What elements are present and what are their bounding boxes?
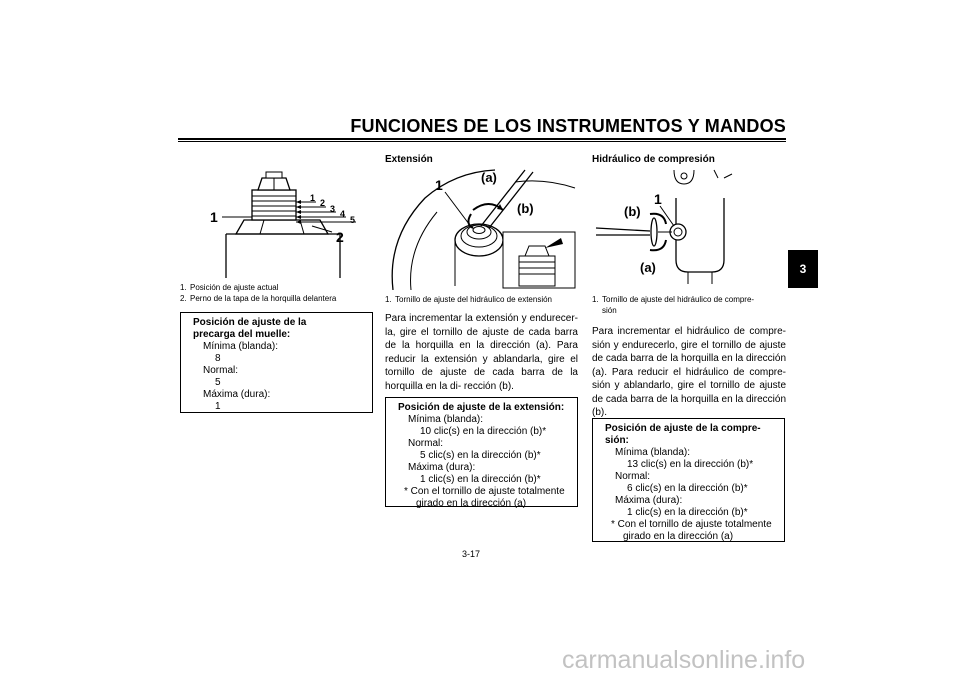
header-rule-thin (178, 141, 786, 142)
spring-preload-figure (180, 168, 370, 280)
scale-label-3: 3 (330, 204, 336, 214)
scale-label-1: 1 (310, 193, 316, 203)
section-heading-extension: Extensión (385, 154, 433, 165)
middle-figure-caption: 1. Tornillo de ajuste del hidráulico de extensión (385, 295, 552, 304)
figure-label-1: 1 (435, 177, 443, 193)
header-rule (178, 138, 786, 140)
left-figure-caption: 1. Posición de ajuste actual 2. Perno de la tapa de la horquilla delantera (180, 283, 337, 303)
figure-label-1: 1 (210, 209, 218, 225)
watermark: carmanualsonline.info (562, 646, 806, 674)
figure-label-a: (a) (481, 170, 497, 185)
extension-settings-box: Posición de ajuste de la extensión: Mínima (blanda): 10 clic(s) en la dirección (b)* Normal: 5 clic(s) en la dirección (b)* Máxima (dura): 1 clic(s) en la dirección (b)* * Con el tornillo de ajuste totalmente girado en la dirección (a) (385, 397, 578, 507)
box-title: Posición de ajuste de la extensión: (398, 402, 565, 413)
section-heading-compression: Hidráulico de compresión (592, 154, 715, 165)
compression-paragraph: Para incrementar el hidráulico de compre- sión y endurecerlo, gire el tornillo de ajuste de cada barra de la horquilla en la dirección (a). Para reducir el hidráulico de compre- sión y ablandarlo, gire el tornillo de ajuste de cada barra de la horquilla en la dirección (b). (592, 326, 787, 418)
page-number: 3-17 (462, 549, 481, 559)
scale-label-5: 5 (350, 215, 356, 225)
figure-label-b: (b) (517, 201, 534, 216)
right-figure-caption: 1. Tornillo de ajuste del hidráulico de compre- sión (592, 295, 755, 315)
rebound-damping-figure (385, 168, 578, 290)
box-title-line1: Posición de ajuste de la compre- (605, 423, 761, 434)
compression-damping-figure (592, 168, 786, 290)
figure-label-1: 1 (654, 191, 662, 207)
figure-label-2: 2 (336, 229, 344, 245)
figure-label-a: (a) (640, 260, 656, 275)
compression-settings-box: Posición de ajuste de la compre- sión: Mínima (blanda): 13 clic(s) en la dirección (b)* Normal: 6 clic(s) en la dirección (b)* Máxima (dura): 1 clic(s) en la dirección (b)* * Con el tornillo de ajuste totalmente girado en la dirección (a) (592, 418, 785, 542)
spring-preload-settings-box: Posición de ajuste de la precarga del muelle: Mínima (blanda): 8 Normal: 5 Máxima (dura): 1 (180, 312, 373, 413)
box-title: Posición de ajuste de la precarga del muelle: (193, 317, 307, 340)
box-title-line2: sión: (605, 435, 629, 446)
scale-label-4: 4 (340, 209, 346, 219)
scale-label-2: 2 (320, 198, 326, 208)
figure-label-b: (b) (624, 204, 641, 219)
chapter-tab: 3 (788, 250, 818, 288)
extension-paragraph: Para incrementar la extensión y endurecer- la, gire el tornillo de ajuste de cada barra de la horquilla en la dirección (a). Para reducir la extensión y ablandarla, gire el tornillo de ajuste de cada barra de la horquilla en la di- rección (b). (385, 313, 578, 392)
page-title: FUNCIONES DE LOS INSTRUMENTOS Y MANDOS (350, 116, 786, 136)
